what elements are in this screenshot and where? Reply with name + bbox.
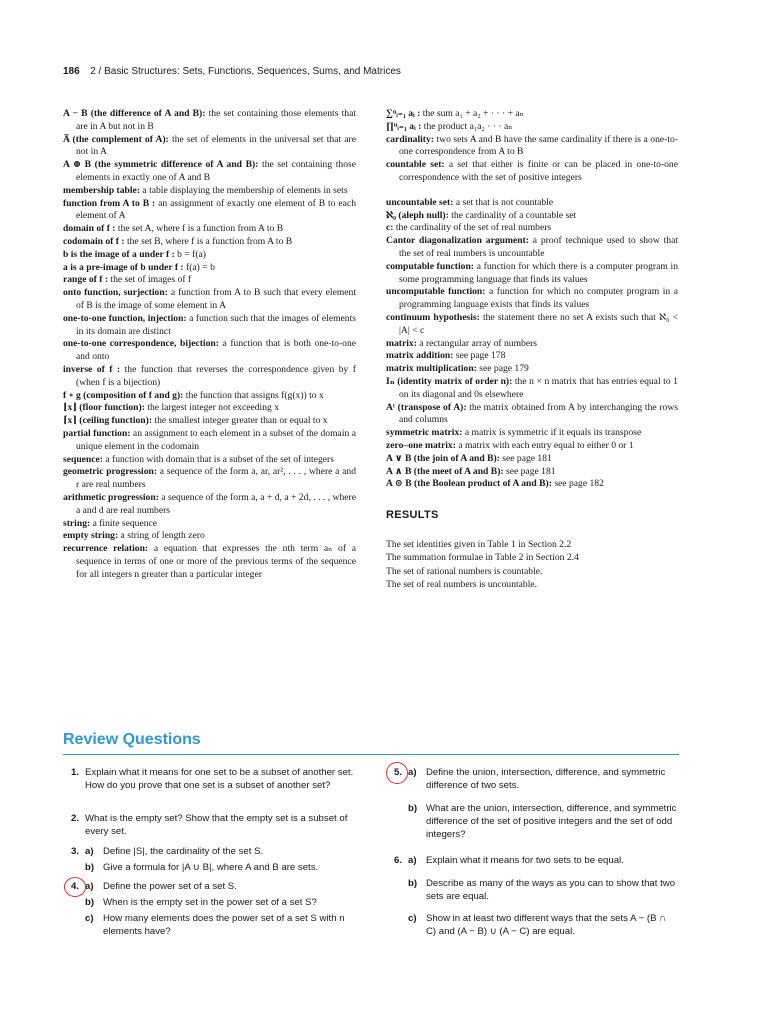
question-text: Define the power set of a set S.: [103, 881, 237, 892]
key-terms-right-column: [386, 108, 678, 592]
part-label: a): [408, 767, 417, 778]
question-number: 6.: [393, 855, 402, 866]
key-term: a is a pre-image of b under f : f(a) = b: [63, 261, 215, 273]
annotation-circle: [386, 762, 408, 784]
key-term: A ⊕ B (the symmetric difference of A and B): the set containing those elements in exactly one of A and B: [63, 159, 356, 183]
key-term: geometric progression: a sequence of the form a, ar, ar², . . . , where a and r are real numbers: [63, 466, 356, 491]
question-text: Explain what it means for one set to be a subset of another set. How do you prove that one set is a subset of another set?: [85, 767, 354, 791]
key-term: sequence: a function with domain that is a subset of the set of integers: [63, 453, 334, 465]
key-term: ⌈x⌉ (ceiling function): the smallest integer greater than or equal to x: [63, 415, 328, 427]
review-question-2: [63, 812, 357, 842]
review-question-4c: [63, 912, 357, 940]
review-question-3a: [63, 845, 357, 859]
key-term: computable function: a function for which there is a computer program in some programming language that finds its values: [386, 260, 678, 285]
key-term: Cantor diagonalization argument: a proof technique used to show that the set of real numbers is uncountable: [386, 235, 679, 259]
section-divider: [63, 754, 679, 755]
key-term: arithmetic progression: a sequence of the form a, a + d, a + 2d, . . . , where a and d are real numbers: [63, 491, 356, 516]
key-term: one-to-one correspondence, bijection: a function that is both one-to-one and onto: [63, 338, 356, 363]
part-label: c): [85, 913, 94, 924]
part-label: b): [408, 878, 418, 889]
part-label: c): [408, 913, 417, 924]
key-term: zero–one matrix: a matrix with each entry equal to either 0 or 1: [386, 439, 634, 451]
key-term: c: the cardinality of the set of real numbers: [386, 222, 552, 234]
page-number: 186: [63, 66, 80, 77]
question-number: 5.: [393, 767, 402, 778]
annotation-circle: [64, 877, 86, 897]
review-question-4b: [63, 896, 357, 910]
part-label: b): [85, 897, 95, 908]
key-term: uncountable set: a set that is not countable: [386, 196, 554, 208]
key-terms-left-column: [63, 108, 356, 581]
review-question-3b: [63, 861, 357, 875]
key-term: A − B (the difference of A and B): the set containing those elements that are in A but not in B: [63, 108, 356, 132]
key-term: A ∧ B (the meet of A and B): see page 181: [386, 465, 556, 477]
question-text: Define |S|, the cardinality of the set S.: [103, 846, 264, 857]
key-term: matrix addition: see page 178: [386, 350, 506, 362]
key-term: cardinality: two sets A and B have the same cardinality if there is a one-to-one correspondence from A to B: [386, 133, 678, 158]
key-term: matrix: a rectangular array of numbers: [386, 337, 538, 349]
review-question-1: [63, 766, 357, 810]
question-text: Define the union, intersection, difference, and symmetric difference of two sets.: [426, 767, 666, 791]
key-term: ℵ₀ (aleph null): the cardinality of a countable set: [386, 209, 577, 221]
result-item: The summation formulae in Table 2 in Section 2.4: [386, 552, 579, 564]
question-text: What are the union, intersection, difference, and symmetric difference of the set of positive integers and the set of odd integers?: [426, 803, 677, 840]
key-term: continuum hypothesis: the statement there no set A exists such that ℵ₀ < |A| < c: [386, 311, 679, 336]
question-number: 4.: [70, 881, 79, 892]
key-term: Iₙ (identity matrix of order n): the n × n matrix that has entries equal to 1 on its diagonal and 0s elsewhere: [386, 375, 678, 400]
results-heading: RESULTS: [386, 509, 439, 522]
key-term: codomain of f : the set B, where f is a function from A to B: [63, 235, 293, 247]
review-question-6c: [386, 912, 680, 940]
question-text: How many elements does the power set of a set S with n elements have?: [103, 913, 345, 937]
question-text: Give a formula for |A ∪ B|, where A and B are sets.: [103, 862, 319, 873]
key-term: f ∘ g (composition of f and g): the function that assigns f(g(x)) to x: [63, 389, 324, 401]
question-text: When is the empty set in the power set of a set S?: [103, 897, 317, 908]
key-term: A ∨ B (the join of A and B): see page 181: [386, 452, 552, 464]
question-text: Show in at least two different ways that the sets A − (B ∩ C) and (A − B) ∪ (A − C) are equal.: [426, 913, 667, 937]
key-term: string: a finite sequence: [63, 517, 158, 529]
key-term: A ⊙ B (the Boolean product of A and B): see page 182: [386, 478, 604, 490]
result-item: The set of rational numbers is countable.: [386, 565, 543, 577]
key-term: ⌊x⌋ (floor function): the largest integer not exceeding x: [63, 402, 280, 414]
part-label: a): [85, 881, 94, 892]
key-term: matrix multiplication: see page 179: [386, 363, 529, 375]
part-label: b): [85, 862, 95, 873]
key-term: ∑ⁿᵢ₌₁ aᵢ : the sum a₁ + a₂ + · · · + aₙ: [386, 108, 524, 119]
running-title: 2 / Basic Structures: Sets, Functions, Sequences, Sums, and Matrices: [90, 66, 401, 77]
review-question-5b: [386, 802, 680, 846]
review-question-5a: [386, 766, 680, 796]
question-text: What is the empty set? Show that the empty set is a subset of every set.: [85, 813, 348, 837]
key-term: countable set: a set that either is finite or can be placed in one-to-one correspondence with the set of positive integers: [386, 159, 678, 183]
key-term: uncomputable function: a function for which no computer program in a programming language exists that finds its values: [386, 286, 678, 311]
key-term: empty string: a string of length zero: [63, 530, 205, 542]
review-question-6a: [386, 854, 680, 868]
key-term: Aᵗ (transpose of A): the matrix obtained from A by interchanging the rows and columns: [386, 401, 678, 426]
key-term: inverse of f : the function that reverses the correspondence given by f (when f is a bijection): [63, 363, 356, 388]
key-term: one-to-one function, injection: a function such that the images of elements in its domain are distinct: [63, 312, 356, 337]
key-term: partial function: an assignment to each element in a subset of the domain a unique element in the codomain: [63, 427, 356, 452]
running-header: [63, 66, 401, 77]
review-question-6b: [386, 877, 680, 905]
key-term: A̅ (the complement of A): the set of elements in the universal set that are not in A: [63, 133, 356, 158]
question-text: Describe as many of the ways as you can to show that two sets are equal.: [426, 878, 676, 902]
key-term: function from A to B : an assignment of exactly one element of B to each element of A: [63, 197, 356, 222]
key-term: onto function, surjection: a function from A to B such that every element of B is the image of some element in A: [63, 287, 357, 311]
key-term: domain of f : the set A, where f is a function from A to B: [63, 223, 284, 235]
part-label: a): [85, 846, 94, 857]
key-term: ∏ⁿᵢ₌₁ aᵢ : the product a₁a₂ · · · aₙ: [386, 120, 513, 132]
key-term: membership table: a table displaying the membership of elements in sets: [63, 184, 348, 196]
result-item: The set identities given in Table 1 in Section 2.2: [386, 538, 572, 550]
question-number: 1.: [70, 767, 79, 778]
question-number: 3.: [70, 846, 79, 857]
part-label: a): [408, 855, 417, 866]
key-term: b is the image of a under f : b = f(a): [63, 248, 206, 260]
key-term: range of f : the set of images of f: [63, 274, 192, 286]
result-item: The set of real numbers is uncountable.: [386, 579, 538, 591]
key-term: recurrence relation: a equation that expresses the nth term aₙ of a sequence in terms of one or more of the previous terms of the sequence for all integers n greater than a particular integer: [63, 543, 356, 580]
question-text: Explain what it means for two sets to be equal.: [426, 855, 624, 866]
question-number: 2.: [70, 813, 79, 824]
part-label: b): [408, 803, 418, 814]
review-question-4a: [63, 880, 357, 894]
review-questions-heading: Review Questions: [63, 731, 201, 748]
key-term: symmetric matrix: a matrix is symmetric if it equals its transpose: [386, 427, 642, 439]
